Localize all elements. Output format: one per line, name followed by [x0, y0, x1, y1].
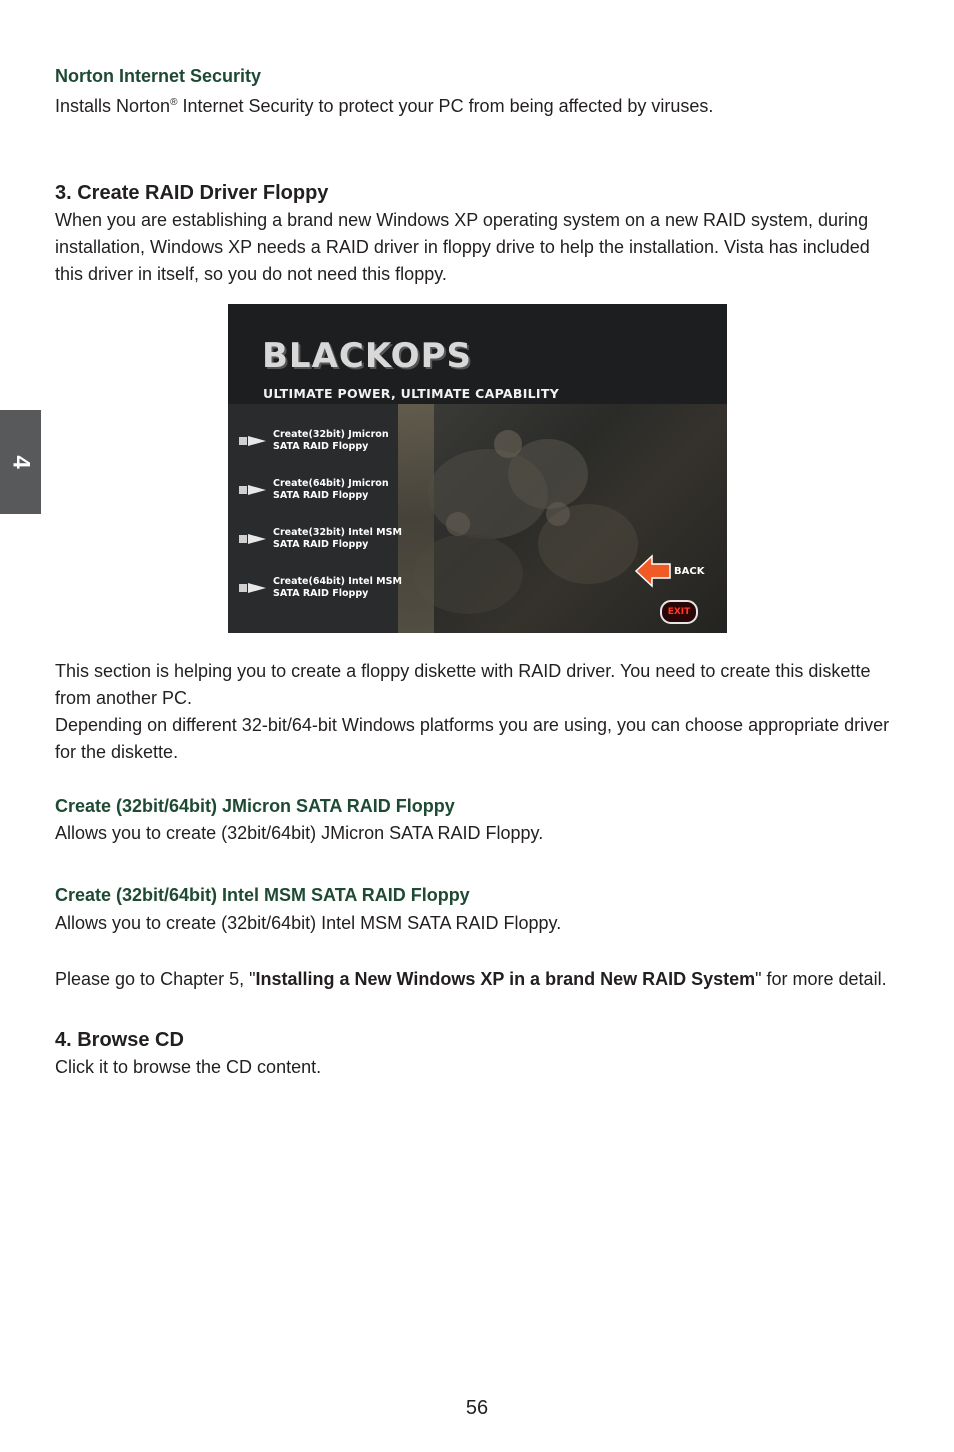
intel-heading: Create (32bit/64bit) Intel MSM SATA RAID Floppy [55, 885, 470, 905]
section4-description: Click it to browse the CD content. [55, 1057, 322, 1077]
intel-description: Allows you to create (32bit/64bit) Intel MSM SATA RAID Floppy. [55, 913, 562, 933]
exit-label: EXIT [667, 607, 691, 617]
chapter-ref-title: Installing a New Windows XP in a brand New RAID System [255, 969, 756, 989]
jmicron-description: Allows you to create (32bit/64bit) JMicron SATA RAID Floppy. [55, 823, 544, 843]
menu-item-label: Create(32bit) Intel MSM SATA RAID Floppy [273, 527, 402, 550]
soldiers-illustration [398, 404, 727, 633]
chapter-ref-before: Please go to Chapter 5, " [55, 969, 256, 989]
floppy-help-paragraph: This section is helping you to create a floppy diskette with RAID driver. You need to create this diskette from another PC. [55, 661, 871, 708]
section4-heading: 4. Browse CD [55, 1029, 184, 1051]
arrow-bullet-icon [238, 434, 270, 448]
norton-text-after: Internet Security to protect your PC from being affected by viruses. [177, 96, 714, 116]
soldiers-background-image [398, 404, 727, 633]
section3-intro: When you are establishing a brand new Windows XP operating system on a new RAID system, during installation, Windows XP needs a RAID driver in floppy drive to help the installation. Vista has included this driver in itself, so you do not need this floppy. [55, 210, 870, 284]
menu-item-create-64bit-intel[interactable] [238, 576, 402, 600]
menu-item-create-64bit-jmicron[interactable] [238, 478, 389, 502]
registered-mark: ® [170, 97, 178, 108]
back-arrow-icon [634, 554, 672, 588]
chapter-tab [0, 410, 41, 514]
blackops-tagline: ULTIMATE POWER, ULTIMATE CAPABILITY [263, 386, 560, 401]
back-label: BACK [674, 565, 705, 577]
menu-item-label: Create(32bit) Jmicron SATA RAID Floppy [273, 429, 389, 452]
platform-paragraph: Depending on different 32-bit/64-bit Windows platforms you are using, you can choose appropriate driver for the diskette. [55, 715, 890, 762]
blackops-logo: BLACKOPS [262, 336, 472, 376]
arrow-bullet-icon [238, 581, 270, 595]
exit-button[interactable] [660, 600, 698, 624]
jmicron-heading: Create (32bit/64bit) JMicron SATA RAID Floppy [55, 796, 455, 816]
norton-heading: Norton Internet Security [55, 66, 262, 86]
menu-item-create-32bit-intel[interactable] [238, 527, 402, 551]
screenshot-strip [398, 404, 434, 633]
back-button[interactable] [634, 554, 704, 588]
raid-floppy-screenshot [228, 304, 727, 633]
chapter-reference [55, 966, 895, 993]
arrow-bullet-icon [238, 532, 270, 546]
page-content [55, 64, 895, 288]
chapter-tab-label: 4 [7, 455, 35, 469]
page-number: 56 [465, 1397, 489, 1419]
norton-text-before: Installs Norton [55, 96, 171, 116]
page-content-lower [55, 658, 895, 1081]
menu-item-label: Create(64bit) Intel MSM SATA RAID Floppy [273, 576, 402, 599]
menu-item-create-32bit-jmicron[interactable] [238, 429, 389, 453]
norton-description [55, 89, 895, 120]
menu-item-label: Create(64bit) Jmicron SATA RAID Floppy [273, 478, 389, 501]
chapter-ref-after: " for more detail. [755, 969, 887, 989]
arrow-bullet-icon [238, 483, 270, 497]
section3-heading: 3. Create RAID Driver Floppy [55, 182, 329, 204]
